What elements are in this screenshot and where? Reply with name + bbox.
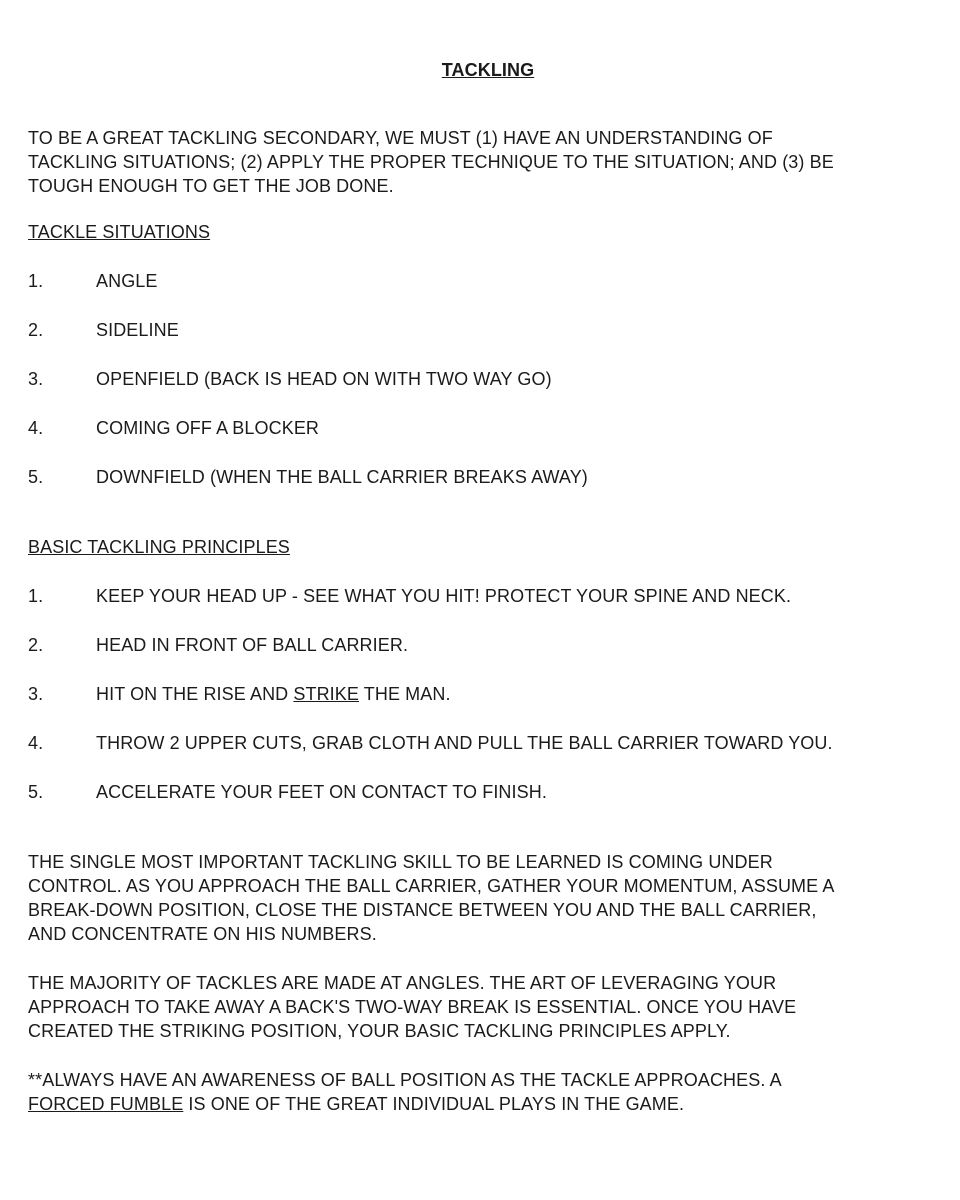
list-item [28,367,948,391]
paragraph-line: AND CONCENTRATE ON HIS NUMBERS. [28,924,377,944]
intro-paragraph [28,126,948,198]
document-body [28,58,948,1141]
paragraph-line: CREATED THE STRIKING POSITION, YOUR BASIC TACKLING PRINCIPLES APPLY. [28,1021,731,1041]
section-spacer [28,829,948,850]
list-item-text: DOWNFIELD (WHEN THE BALL CARRIER BREAKS AWAY) [96,467,588,487]
list-item-text-part: THE MAN. [359,684,451,704]
list-item-number: 4. [28,418,44,438]
list-item-text: HEAD IN FRONT OF BALL CARRIER. [96,635,409,655]
list-item [28,584,948,608]
list-item-number: 5. [28,782,44,802]
list-item-number: 2. [28,635,44,655]
paragraph-line-rest: IS ONE OF THE GREAT INDIVIDUAL PLAYS IN THE GAME. [183,1094,685,1114]
list-item-number: 1. [28,586,44,606]
paragraph-line: CONTROL. AS YOU APPROACH THE BALL CARRIER, GATHER YOUR MOMENTUM, ASSUME A [28,876,835,896]
list-item-number: 4. [28,733,44,753]
paragraph-line: THE SINGLE MOST IMPORTANT TACKLING SKILL TO BE LEARNED IS COMING UNDER [28,852,773,872]
list-item-text: ANGLE [96,271,158,291]
list-item-text: OPENFIELD (BACK IS HEAD ON WITH TWO WAY GO) [96,369,552,389]
basic-principles-heading: BASIC TACKLING PRINCIPLES [28,537,290,557]
forced-fumble-underlined: FORCED FUMBLE [28,1094,184,1114]
paragraph-line: BREAK-DOWN POSITION, CLOSE THE DISTANCE BETWEEN YOU AND THE BALL CARRIER, [28,900,817,920]
intro-line: TO BE A GREAT TACKLING SECONDARY, WE MUST (1) HAVE AN UNDERSTANDING OF [28,128,773,148]
tackle-situations-heading: TACKLE SITUATIONS [28,222,211,242]
list-item [28,780,948,804]
fumble-paragraph [28,1068,948,1116]
list-item [28,416,948,440]
list-item-text: ACCELERATE YOUR FEET ON CONTACT TO FINISH. [96,782,547,802]
list-item-text: COMING OFF A BLOCKER [96,418,320,438]
list-item [28,318,948,342]
paragraph-line: **ALWAYS HAVE AN AWARENESS OF BALL POSITION AS THE TACKLE APPROACHES. A [28,1070,782,1090]
intro-line: TACKLING SITUATIONS; (2) APPLY THE PROPER TECHNIQUE TO THE SITUATION; AND (3) BE [28,152,834,172]
control-paragraph [28,850,948,946]
paragraph-line [28,1092,948,1116]
list-item-text: SIDELINE [96,320,179,340]
page-title: TACKLING [441,60,535,80]
list-item [28,682,948,706]
list-item-number: 5. [28,467,44,487]
list-item [28,731,948,755]
list-item-text: KEEP YOUR HEAD UP - SEE WHAT YOU HIT! PROTECT YOUR SPINE AND NECK. [96,586,792,606]
paragraph-line: APPROACH TO TAKE AWAY A BACK'S TWO-WAY BREAK IS ESSENTIAL. ONCE YOU HAVE [28,997,797,1017]
list-item-number: 1. [28,271,44,291]
basic-principles-list [28,584,948,804]
underlined-word: STRIKE [293,684,359,704]
intro-line: TOUGH ENOUGH TO GET THE JOB DONE. [28,176,394,196]
paragraph-line: THE MAJORITY OF TACKLES ARE MADE AT ANGLES. THE ART OF LEVERAGING YOUR [28,973,777,993]
list-item [28,465,948,489]
list-item-text: THROW 2 UPPER CUTS, GRAB CLOTH AND PULL THE BALL CARRIER TOWARD YOU. [96,733,833,753]
section-spacer [28,514,948,535]
list-item-number: 2. [28,320,44,340]
list-item-number: 3. [28,369,44,389]
angles-paragraph [28,971,948,1043]
list-item-text-part: HIT ON THE RISE AND [96,684,294,704]
list-item [28,633,948,657]
list-item [28,269,948,293]
list-item-number: 3. [28,684,44,704]
list-item-text [96,682,451,706]
tackle-situations-list [28,269,948,489]
